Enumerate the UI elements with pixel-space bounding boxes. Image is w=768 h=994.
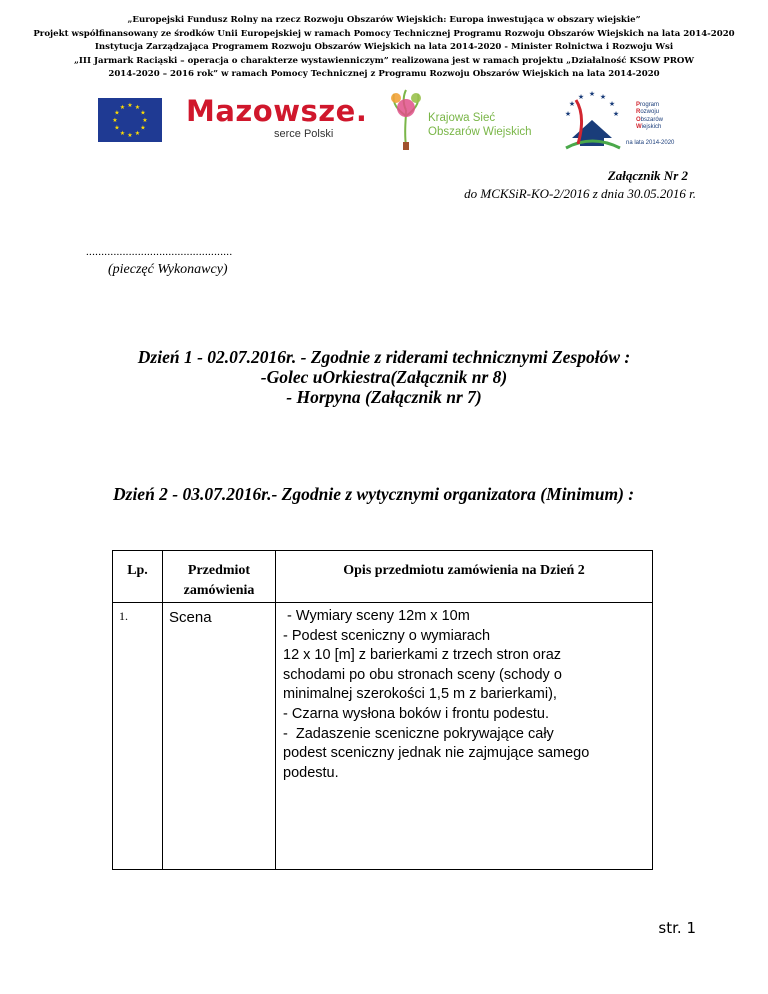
description-line: schodami po obu stronach sceny (schody o	[283, 666, 562, 683]
svg-text:★: ★	[119, 130, 126, 137]
eu-stars-icon	[98, 98, 162, 142]
ksow-logo	[384, 86, 550, 152]
table-header-row	[113, 551, 653, 603]
attachment-reference: do MCKSiR-KO-2/2016 z dnia 30.05.2016 r.	[464, 186, 696, 201]
svg-text:★: ★	[112, 117, 118, 124]
description-line: - Zadaszenie sceniczne pokrywające cały	[283, 725, 554, 742]
prow-rest: bszarów	[640, 116, 664, 123]
description-line: minimalnej szerokości 1,5 m z barierkami),	[283, 686, 557, 703]
svg-text:★: ★	[564, 110, 572, 118]
svg-text:★: ★	[127, 102, 133, 109]
prow-logo	[556, 86, 676, 156]
prow-years: na lata 2014-2020	[626, 140, 675, 146]
prow-line	[636, 117, 663, 124]
svg-text:★: ★	[588, 90, 596, 98]
prow-line	[636, 109, 663, 116]
prow-cap: O	[636, 116, 641, 123]
stamp-label: (pieczęć Wykonawcy)	[108, 262, 228, 277]
ksow-text-line1: Krajowa Sieć	[428, 112, 496, 124]
eu-flag-logo	[98, 98, 162, 142]
mazowsze-logo	[186, 94, 376, 144]
row-item: Scena	[163, 603, 276, 870]
header-text	[0, 14, 768, 82]
day1-band-2: - Horpyna (Załącznik nr 7)	[286, 387, 482, 407]
description-line: 12 x 10 [m] z barierkami z trzech stron oraz	[283, 647, 562, 664]
prow-cap: W	[636, 124, 642, 131]
svg-text:★: ★	[608, 100, 616, 108]
prow-rest: rogram	[640, 102, 660, 108]
day1-section	[0, 347, 768, 407]
svg-text:★: ★	[142, 117, 148, 124]
header-lp: Lp.	[113, 551, 163, 603]
prow-cap: R	[636, 109, 641, 116]
svg-text:★: ★	[114, 109, 120, 117]
ksow-tree-icon	[384, 86, 428, 152]
mazowsze-wordmark: Mazowsze.	[186, 94, 368, 128]
svg-text:★: ★	[140, 109, 146, 117]
attachment-title: Załącznik Nr 2	[607, 168, 688, 183]
prow-rest: ozwoju	[640, 109, 660, 116]
svg-text:★: ★	[134, 104, 141, 111]
header-line: Projekt współfinansowany ze środków Unii Europejskiej w ramach Pomocy Technicznej Programu Rozwoju Obszarów Wiejskich na lata 2014-2020	[33, 28, 735, 39]
prow-line	[636, 124, 663, 131]
svg-text:★: ★	[568, 100, 576, 108]
svg-text:★: ★	[134, 130, 141, 137]
description-line: - Wymiary sceny 12m x 10m	[283, 608, 470, 624]
header-line: 2014-2020 – 2016 rok” w ramach Pomocy Technicznej z Programu Rozwoju Obszarów Wiejskich na lata 2014-2020	[108, 69, 660, 80]
svg-text:★: ★	[127, 132, 133, 139]
svg-text:★: ★	[577, 93, 585, 101]
svg-text:★: ★	[114, 124, 120, 132]
order-table	[112, 550, 653, 870]
header-line: „III Jarmark Raciąski – operacja o charakterze wystawienniczym” realizowana jest w ramach projektu „Działalność KSOW PROW	[73, 55, 695, 66]
prow-line	[636, 102, 663, 109]
svg-text:★: ★	[612, 110, 620, 118]
description-line: podestu.	[283, 764, 339, 781]
stamp-dotted-line: ................................................	[86, 246, 233, 258]
prow-rest: iejskich	[641, 124, 662, 131]
description-line: - Podest sceniczny o wymiarach	[283, 627, 491, 644]
logos-row	[0, 86, 768, 156]
description-line: podest sceniczny jednak nie zajmujące samego	[283, 745, 590, 762]
prow-emblem-icon	[556, 86, 628, 156]
prow-cap: P	[636, 102, 641, 108]
mazowsze-tagline: serce Polski	[274, 128, 334, 140]
header-line: „Europejski Fundusz Rolny na rzecz Rozwoju Obszarów Wiejskich: Europa inwestująca w obszary wiejskie”	[127, 15, 641, 25]
header-item: Przedmiot zamówienia	[163, 551, 276, 603]
description-line: - Czarna wysłona boków i frontu podestu.	[283, 705, 549, 722]
page-number: str. 1	[658, 919, 696, 937]
header-description: Opis przedmiotu zamówienia na Dzień 2	[276, 551, 653, 603]
day1-band-1: -Golec uOrkiestra(Załącznik nr 8)	[260, 367, 508, 387]
day2-heading: Dzień 2 - 03.07.2016r.- Zgodnie z wytycznymi organizatora (Minimum) :	[113, 484, 635, 504]
row-lp: 1.	[113, 603, 163, 870]
svg-text:★: ★	[119, 104, 126, 111]
ksow-text-line2: Obszarów Wiejskich	[428, 126, 532, 138]
header-line: Instytucja Zarządzająca Programem Rozwoju Obszarów Wiejskich na lata 2014-2020 - Minister Rolnictwa i Rozwoju Wsi	[94, 42, 674, 53]
prow-text	[636, 102, 663, 132]
svg-text:★: ★	[140, 124, 146, 132]
svg-text:★: ★	[599, 93, 607, 101]
day1-heading: Dzień 1 - 02.07.2016r. - Zgodnie z riderami technicznymi Zespołów :	[137, 347, 631, 367]
table-row	[113, 603, 653, 870]
row-description	[276, 603, 653, 870]
